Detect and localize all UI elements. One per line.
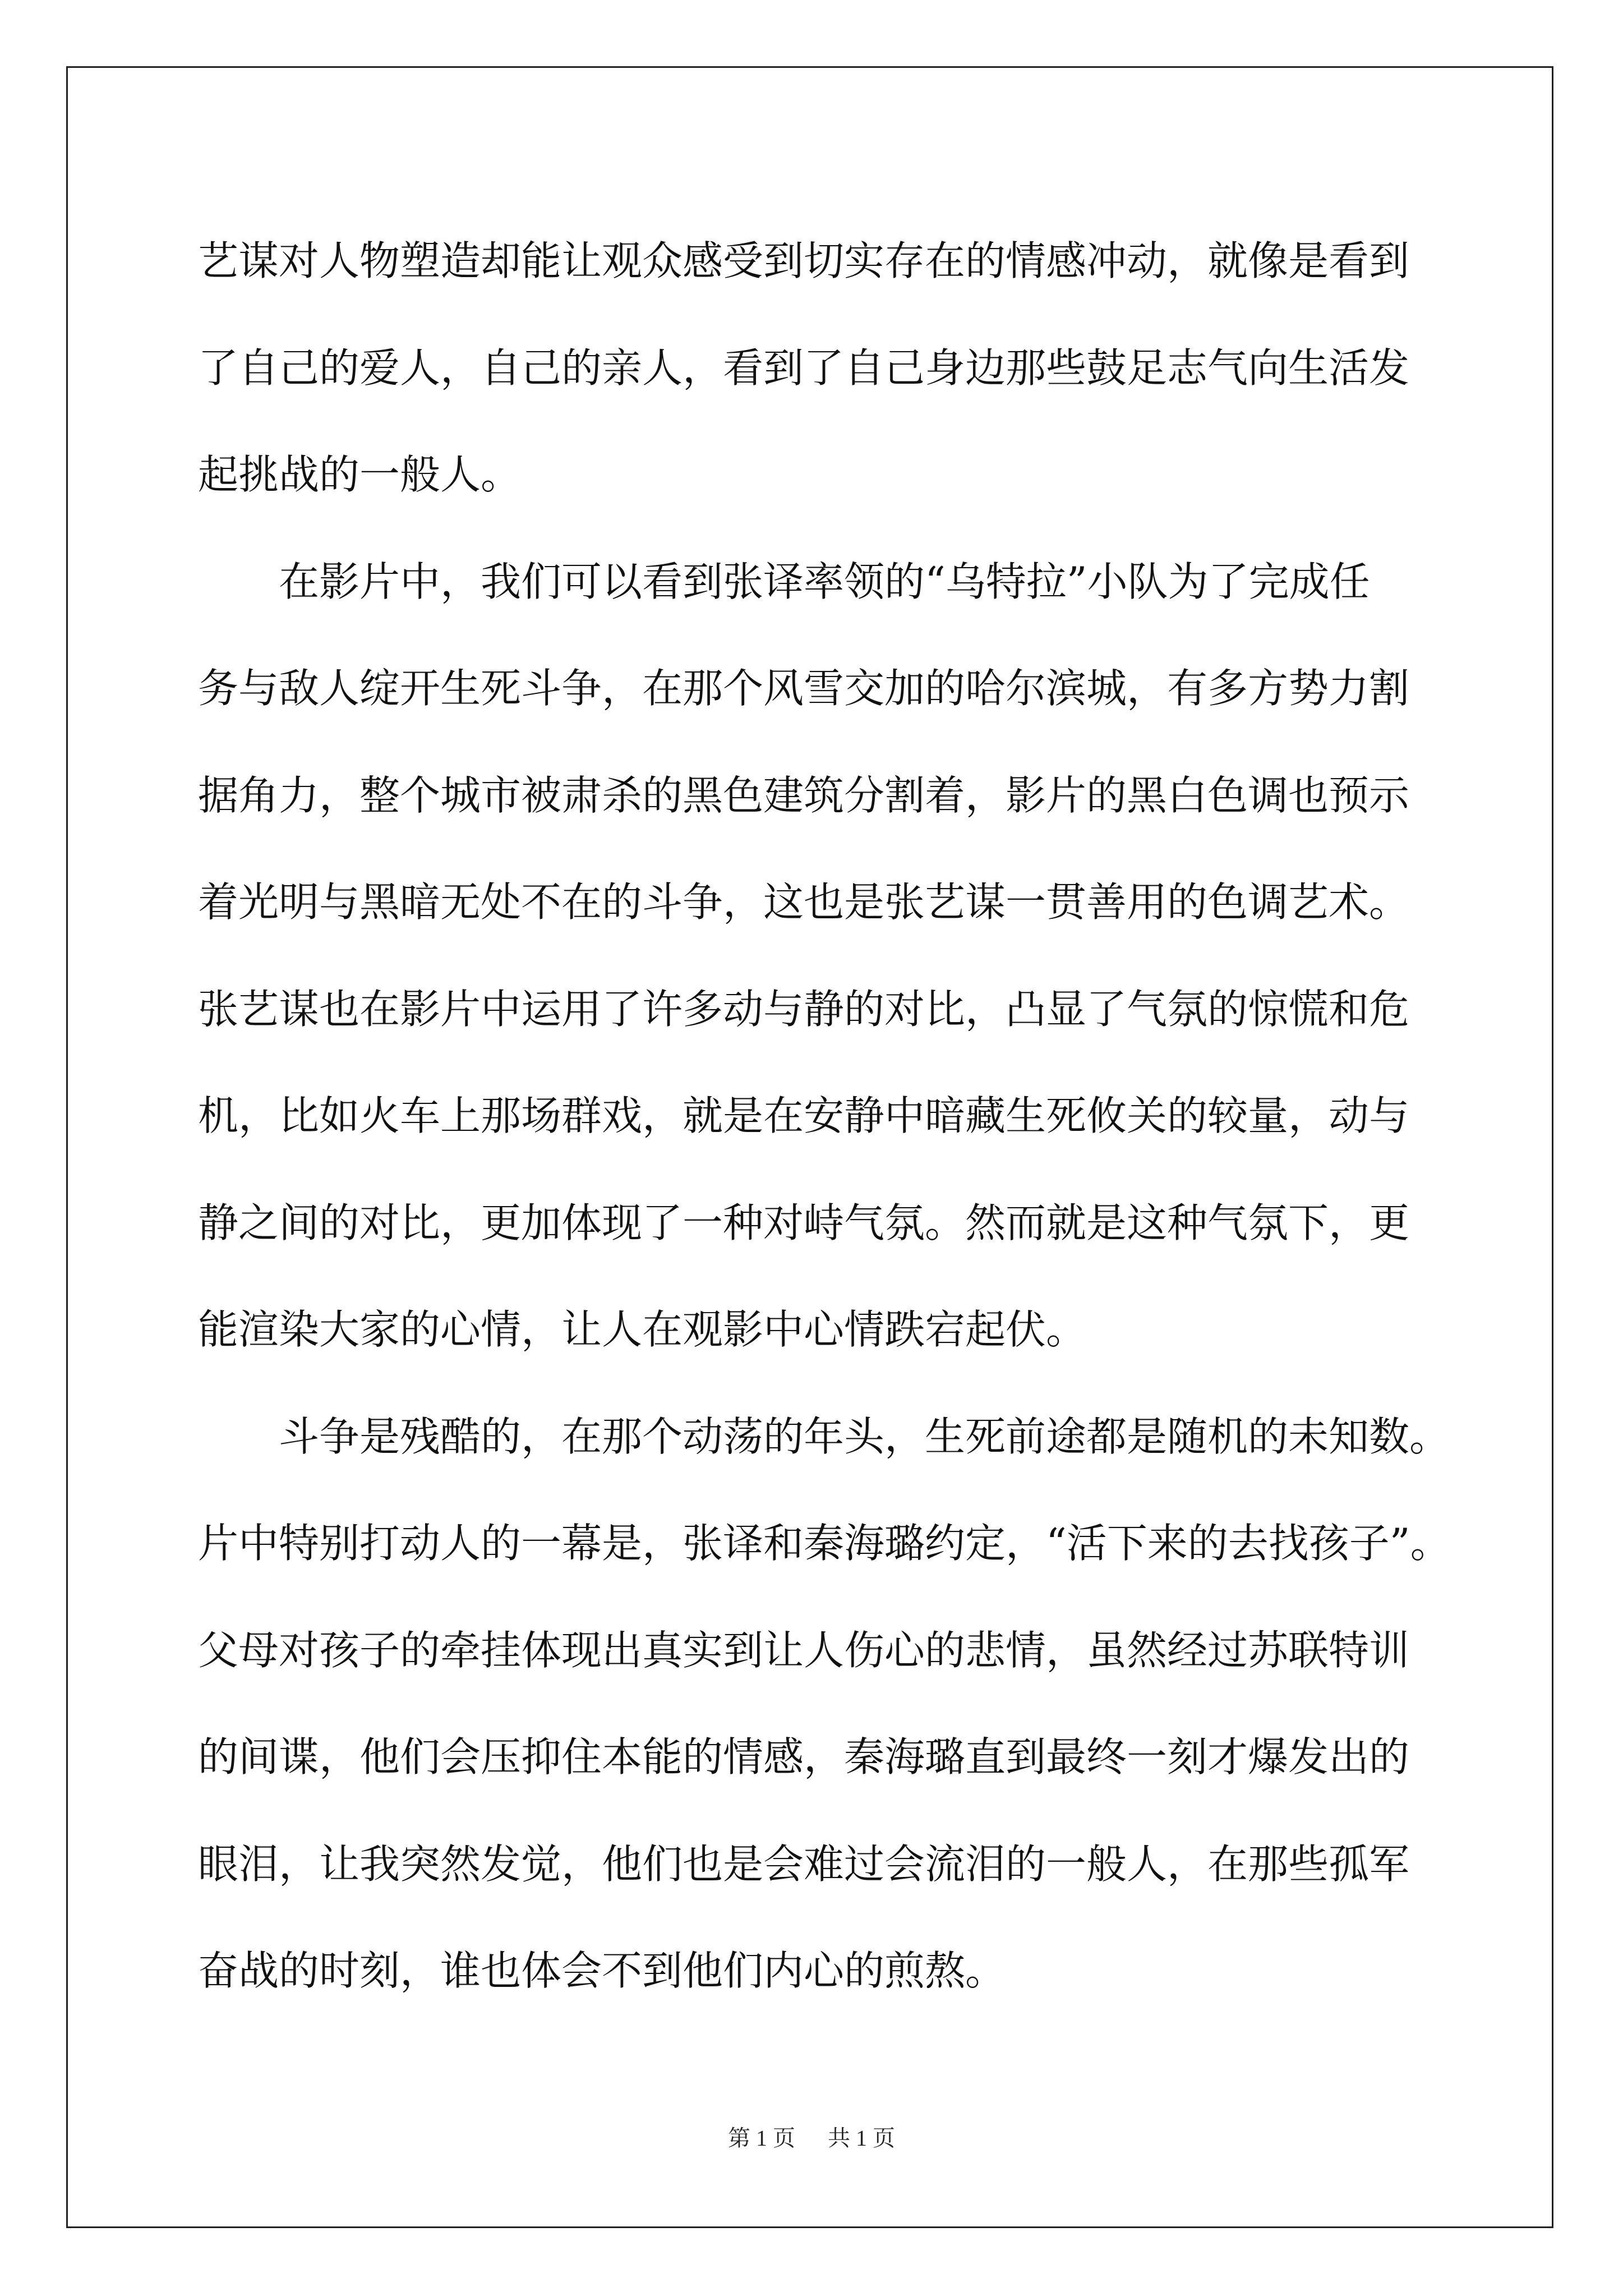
text-line: 机，比如火车上那场群戏，就是在安静中暗藏生死攸关的较量，动与 — [198, 1092, 1410, 1139]
text-line: 能渲染大家的心情，让人在观影中心情跌宕起伏。 — [198, 1306, 1087, 1353]
text-line: 在影片中，我们可以看到张译率领的“乌特拉”小队为了完成任 — [198, 558, 1370, 605]
document-body — [198, 208, 1454, 2024]
text-line: 着光明与黑暗无处不在的斗争，这也是张艺谋一贯善用的色调艺术。 — [198, 878, 1410, 926]
text-line: 斗争是残酷的，在那个动荡的年头，生死前途都是随机的未知数。 — [198, 1412, 1450, 1460]
page-number-current: 第 1 页 — [728, 2125, 795, 2151]
page-number-total: 共 1 页 — [828, 2125, 895, 2151]
text-line: 片中特别打动人的一幕是，张译和秦海璐约定，“活下来的去找孩子”。 — [198, 1520, 1451, 1567]
text-line: 据角力，整个城市被肃杀的黑色建筑分割着，影片的黑白色调也预示 — [198, 771, 1410, 819]
text-line: 起挑战的一般人。 — [198, 451, 522, 498]
text-line: 艺谋对人物塑造却能让观众感受到切实存在的情感冲动，就像是看到 — [198, 237, 1410, 284]
text-line: 眼泪，让我突然发觉，他们也是会难过会流泪的一般人，在那些孤军 — [198, 1840, 1410, 1888]
text-line: 张艺谋也在影片中运用了许多动与静的对比，凸显了气氛的惊慌和危 — [198, 985, 1410, 1033]
text-line: 奋战的时刻，谁也体会不到他们内心的煎熬。 — [198, 1947, 1006, 1994]
text-line: 父母对孩子的牵挂体现出真实到让人伤心的悲情，虽然经过苏联特训 — [198, 1626, 1410, 1674]
page-footer — [0, 2120, 1623, 2152]
text-line: 静之间的对比，更加体现了一种对峙气氛。然而就是这种气氛下，更 — [198, 1199, 1410, 1246]
text-line: 了自己的爱人，自己的亲人，看到了自己身边那些鼓足志气向生活发 — [198, 344, 1410, 392]
text-line: 的间谍，他们会压抑住本能的情感，秦海璐直到最终一刻才爆发出的 — [198, 1733, 1410, 1780]
text-line: 务与敌人绽开生死斗争，在那个风雪交加的哈尔滨城，有多方势力割 — [198, 665, 1410, 712]
